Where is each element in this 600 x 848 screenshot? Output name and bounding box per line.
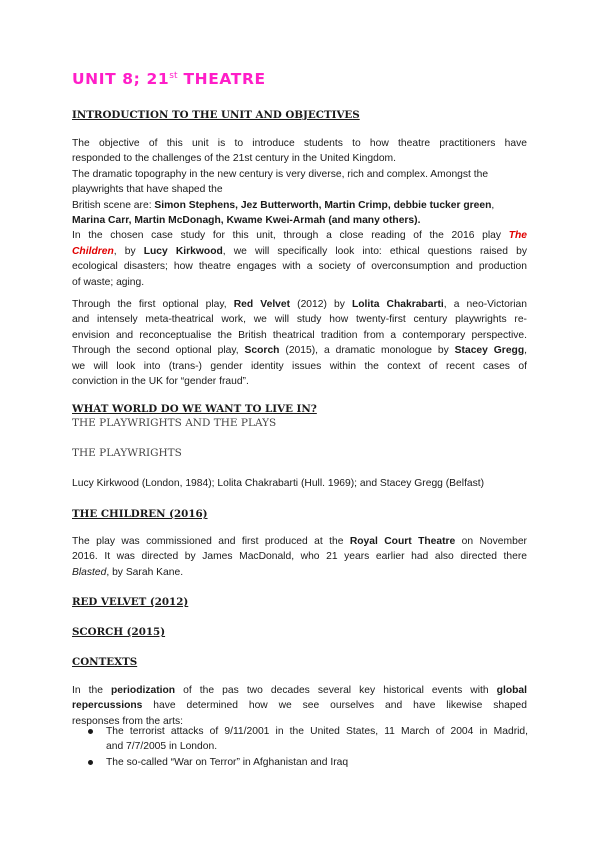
text-line (72, 534, 527, 549)
text-run: In the (72, 685, 112, 696)
author-name: Lucy Kirkwood (143, 245, 223, 257)
author-name: Lolita Chakrabarti (351, 299, 444, 310)
intro-paragraph (72, 136, 527, 290)
text-run: of the pas two decades several key historical events with (175, 685, 497, 696)
text-run: have determined how we see ourselves and have likewise shaped (142, 700, 527, 712)
children-heading: THE CHILDREN (2016) (72, 508, 208, 520)
contexts-list (88, 724, 528, 770)
text-run: In the chosen case study for this unit, through a close reading of the 2016 play (72, 230, 509, 242)
text-run: , (524, 345, 527, 357)
text-run: (2015), a dramatic monologue by (279, 345, 455, 357)
text-run: (2012) by (290, 299, 352, 310)
page-title (72, 70, 266, 88)
list-item-text: and 7/7/2005 in London. (106, 741, 218, 753)
text-line: conviction in the UK for “gender fraud”. (72, 376, 249, 388)
play-title: Red Velvet (233, 299, 291, 310)
authors-line (72, 476, 527, 491)
world-heading: WHAT WORLD DO WE WANT TO LIVE IN? (72, 403, 317, 415)
text-line: Lucy Kirkwood (London, 1984); Lolita Chakrabarti (Hull. 1969); and Stacey Gregg (Belfast) (72, 478, 485, 489)
text-line (72, 228, 527, 243)
scorch-heading: SCORCH (2015) (72, 626, 166, 638)
text-run: , by (113, 245, 144, 257)
text-line: envision and reconceptualise the British theatrical tradition from a contemporary perspective. (72, 329, 527, 341)
play-title: Children (72, 245, 114, 257)
playwright-names: Marina Carr, Martin McDonagh, Kwame Kwei-Armah (and many others). (72, 215, 421, 227)
text-line (72, 343, 527, 358)
list-item (88, 724, 528, 755)
bullet-icon (88, 760, 93, 765)
playwright-names: Simon Stephens, Jez Butterworth, Martin Crimp, debbie tucker green (154, 199, 492, 211)
key-term: global (496, 685, 527, 696)
text-run: , we will specifically look into: ethical questions raised by (222, 245, 527, 257)
text-line: of waste; aging. (72, 276, 145, 288)
contexts-paragraph (72, 683, 527, 729)
text-line: playwrights that have shaped the (72, 184, 223, 196)
text-line (72, 698, 527, 713)
optional-plays-paragraph (72, 297, 527, 389)
text-run: The play was commissioned and first produced at the (72, 536, 350, 547)
title-superscript: st (169, 71, 178, 81)
text-line (72, 683, 527, 698)
author-name: Stacey Gregg (454, 345, 525, 357)
key-term: repercussions (72, 700, 143, 712)
text-run: on November (455, 536, 527, 547)
playwrights-plays-subheading: THE PLAYWRIGHTS AND THE PLAYS (72, 417, 277, 429)
contexts-heading: CONTEXTS (72, 656, 138, 668)
text-line: The objective of this unit is to introduce students to how theatre practitioners have (72, 138, 527, 149)
text-line (72, 565, 527, 580)
text-line (72, 198, 527, 213)
list-item-text: The so-called “War on Terror” in Afghanistan and Iraq (106, 756, 349, 768)
intro-heading: INTRODUCTION TO THE UNIT AND OBJECTIVES (72, 109, 360, 121)
text-line (72, 297, 527, 312)
text-run: Through the second optional play, (72, 345, 245, 357)
text-run: , (491, 199, 495, 211)
text-line: responded to the challenges of the 21st century in the United Kingdom. (72, 153, 396, 165)
text-line: we will look into (trans-) gender identity issues within the context of recent cases of (72, 360, 527, 372)
play-title: Blasted (72, 566, 107, 578)
text-line (72, 213, 527, 228)
text-line (72, 244, 527, 259)
red-velvet-heading: RED VELVET (2012) (72, 596, 189, 608)
text-line: and intensely meta-theatrical work, we will study how twenty-first century playwrights re- (72, 314, 527, 326)
text-run: British scene are: (72, 199, 155, 211)
text-run: , a neo-Victorian (443, 299, 527, 310)
key-term: periodization (111, 685, 176, 696)
text-line: The dramatic topography in the new century is very diverse, rich and complex. Amongst the (72, 168, 489, 180)
theatre-name: Royal Court Theatre (349, 536, 456, 547)
children-paragraph (72, 534, 527, 580)
title-text-end: THEATRE (177, 70, 266, 88)
title-text: UNIT 8; 21 (72, 70, 170, 88)
play-title: The (508, 230, 527, 242)
list-item (88, 755, 528, 770)
list-item-text: The terrorist attacks of 9/11/2001 in the United States, 11 March of 2004 in Madrid, (106, 726, 528, 737)
text-run: Through the first optional play, (72, 299, 234, 310)
text-line: responses from the arts: (72, 715, 184, 727)
play-title: Scorch (244, 345, 280, 357)
playwrights-subheading: THE PLAYWRIGHTS (72, 447, 182, 459)
bullet-icon (88, 729, 93, 734)
text-line: 2016. It was directed by James MacDonald, who 21 years earlier had also directed there (72, 551, 527, 563)
text-line: ecological disasters; how theatre engages with a society of overconsumption and production (72, 261, 527, 273)
text-run: , by Sarah Kane. (106, 566, 184, 578)
